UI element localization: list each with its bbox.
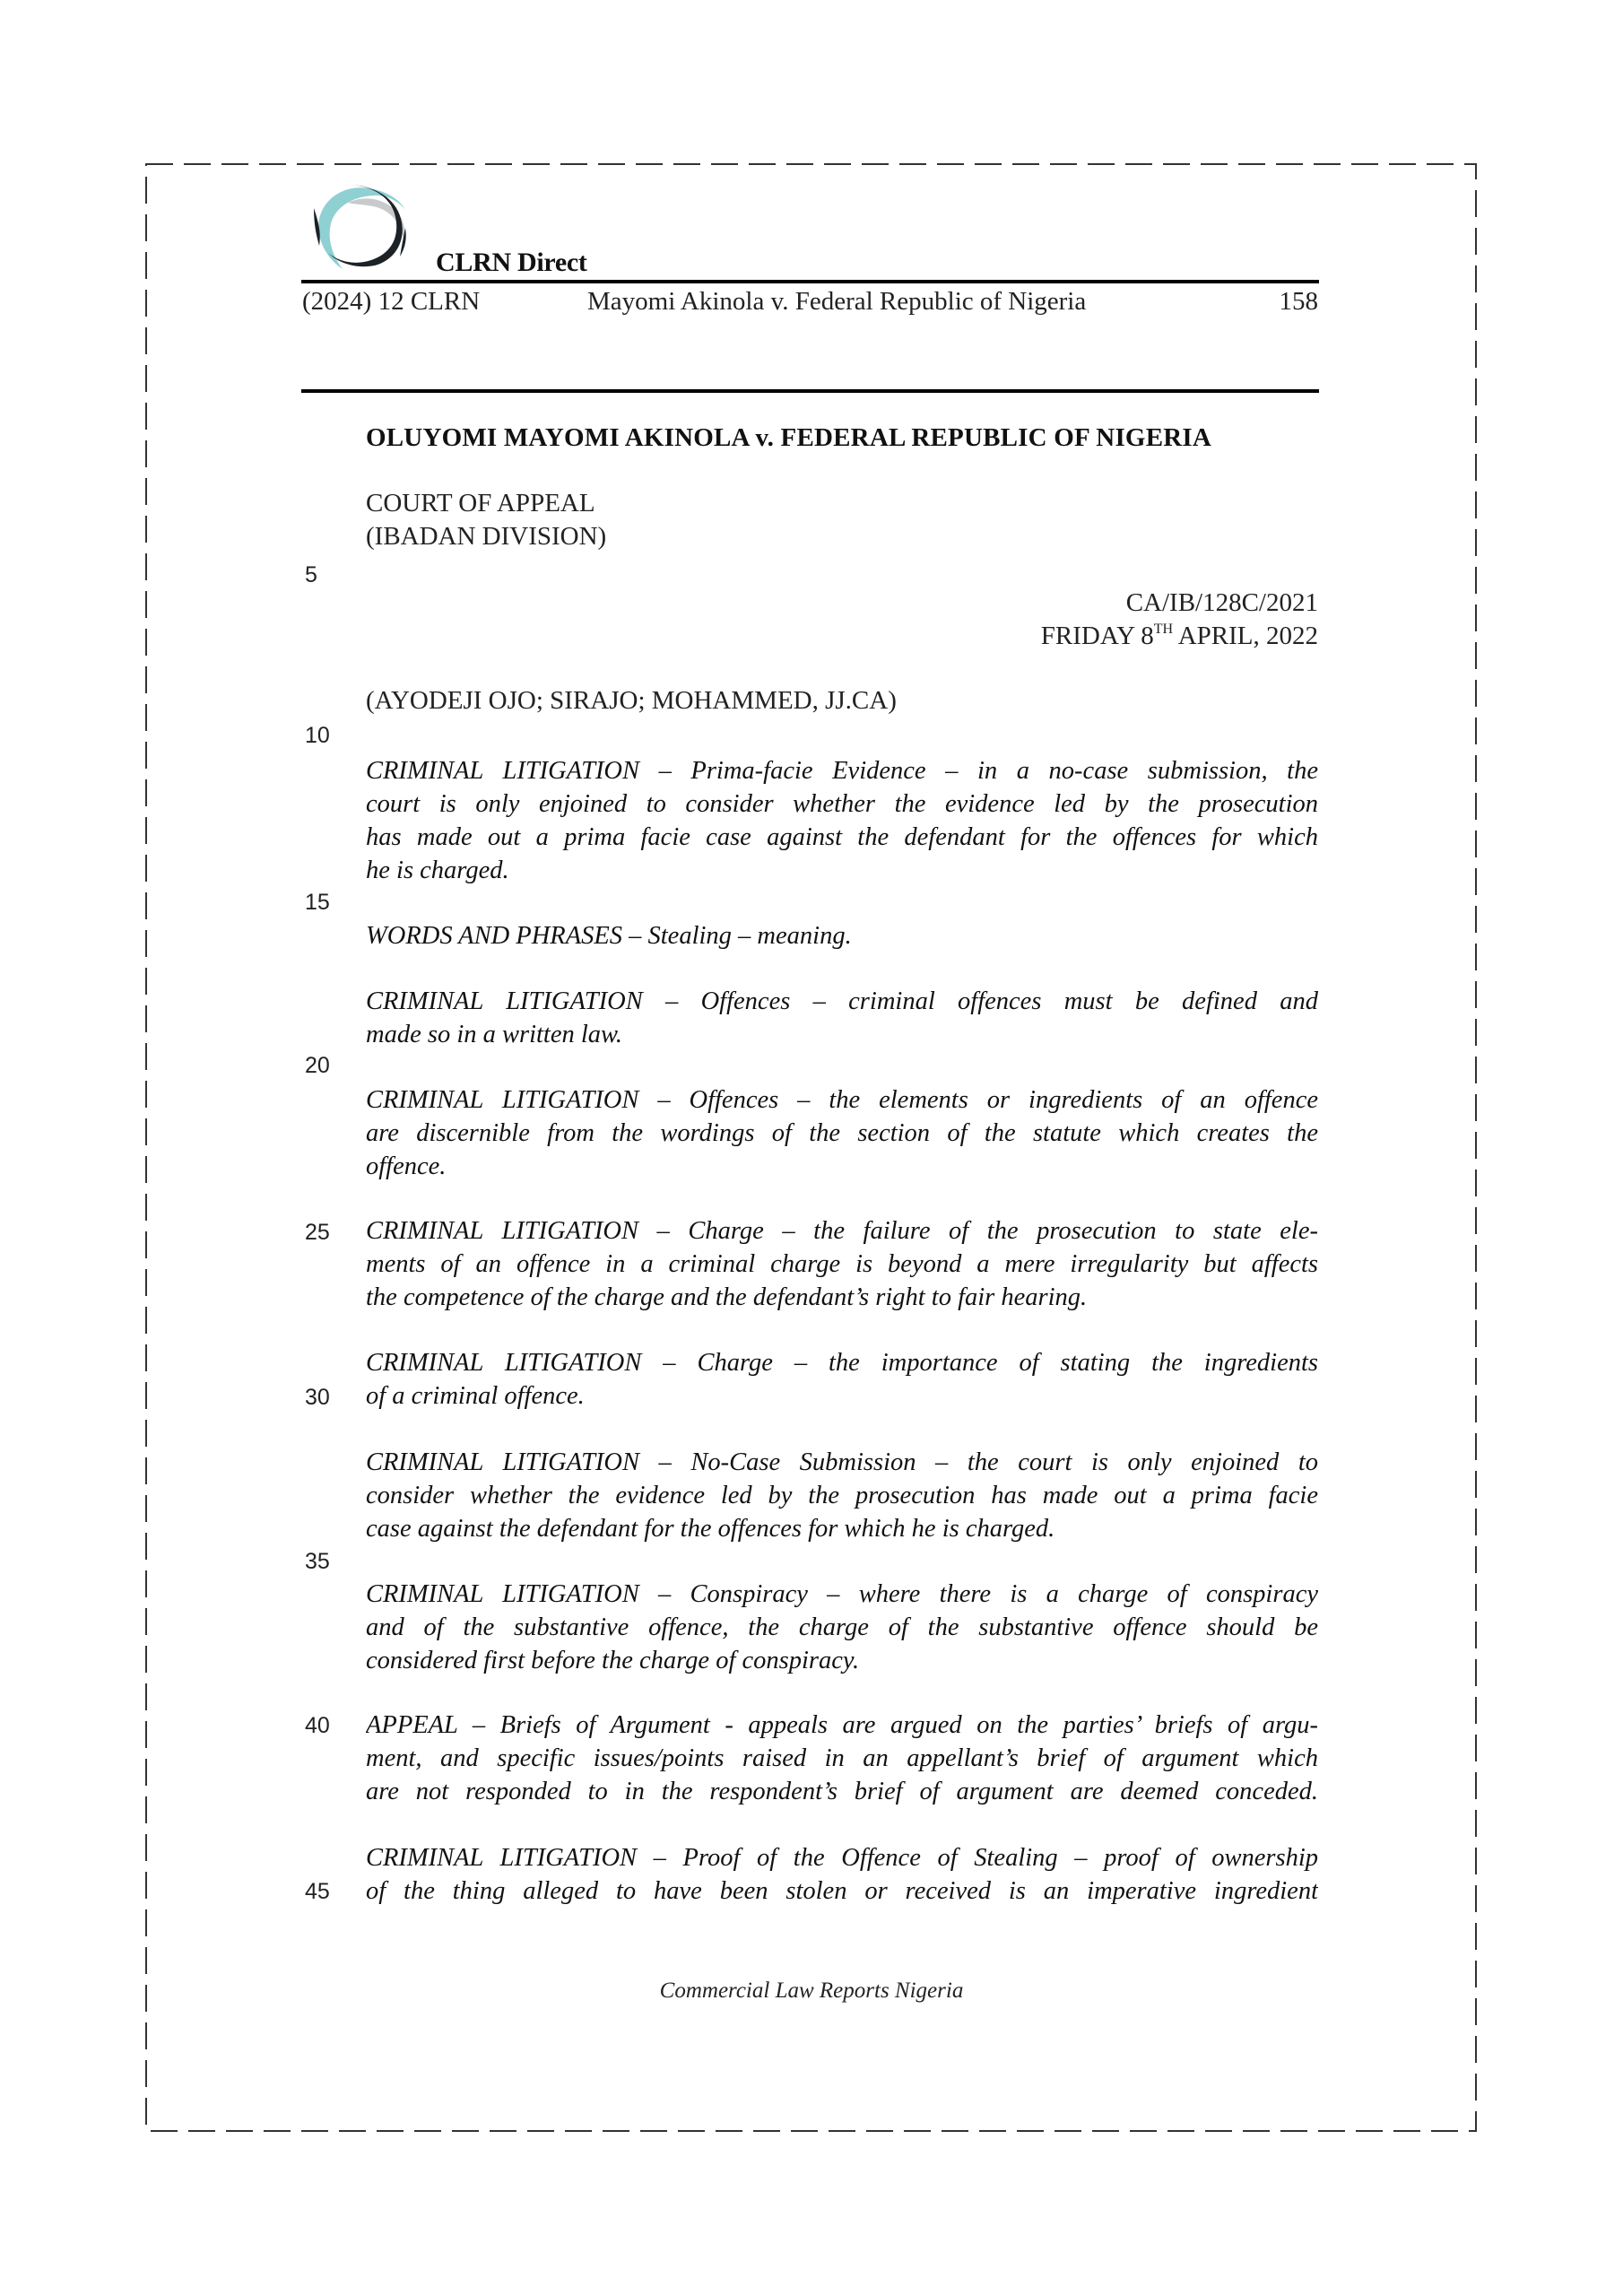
headnote-line: ments of an offence in a criminal charge is beyond a mere irregularity but affects: [366, 1252, 1318, 1278]
case-number: CA/IB/128C/2021: [1125, 588, 1318, 617]
date-suffix: APRIL, 2022: [1173, 622, 1318, 650]
headnote-line: of the thing alleged to have been stolen or received is an imperative ingredient: [366, 1879, 1318, 1905]
headnote-line: ment, and specific issues/points raised in an appellant’s brief of argument which: [366, 1746, 1318, 1772]
headnote-line: CRIMINAL LITIGATION – Conspiracy – where there is a charge of conspiracy: [366, 1582, 1318, 1608]
line-number: 20: [305, 1053, 330, 1078]
line-number: 40: [305, 1713, 330, 1738]
header-rule: [301, 280, 1319, 283]
headnote-line: case against the defendant for the offences for which he is charged.: [366, 1515, 1055, 1543]
headnote-line: of a criminal offence.: [366, 1382, 585, 1410]
citation: (2024) 12 CLRN: [302, 287, 481, 316]
headnote-line: offence.: [366, 1152, 447, 1180]
headnote-line: CRIMINAL LITIGATION – Charge – the failure of the prosecution to state ele-: [366, 1219, 1318, 1245]
page-footer: Commercial Law Reports Nigeria: [659, 1979, 964, 2003]
headnote-line: court is only enjoined to consider whether the evidence led by the prosecution: [366, 792, 1318, 818]
headnote-line: CRIMINAL LITIGATION – Proof of the Offence of Stealing – proof of ownership: [366, 1846, 1318, 1872]
headnote-line: CRIMINAL LITIGATION – Offences – the elements or ingredients of an offence: [366, 1088, 1318, 1114]
headnote-line: are discernible from the wordings of the section of the statute which creates the: [366, 1121, 1318, 1147]
line-number: 15: [305, 890, 330, 915]
headnote-line: are not responded to in the respondent’s brief of argument are deemed conceded.: [366, 1779, 1318, 1805]
headnote-line: considered first before the charge of conspiracy.: [366, 1647, 860, 1674]
headnote-line: the competence of the charge and the defendant’s right to fair hearing.: [366, 1283, 1088, 1311]
header-divider: [301, 389, 1319, 393]
line-number: 45: [305, 1879, 330, 1904]
headnote-line: made so in a written law.: [366, 1021, 623, 1048]
line-number: 5: [305, 562, 317, 587]
headnote-line: has made out a prima facie case against the defendant for the offences for which: [366, 825, 1318, 851]
headnote-line: CRIMINAL LITIGATION – Prima-facie Evidence – in a no-case submission, the: [366, 759, 1318, 785]
line-number: 25: [305, 1220, 330, 1245]
coram-judges: (AYODEJI OJO; SIRAJO; MOHAMMED, JJ.CA): [366, 686, 897, 715]
headnote-line: and of the substantive offence, the charge of the substantive offence should be: [366, 1615, 1318, 1641]
case-title: OLUYOMI MAYOMI AKINOLA v. FEDERAL REPUBLIC OF NIGERIA: [366, 423, 1212, 452]
running-title: Mayomi Akinola v. Federal Republic of Nigeria: [587, 287, 1087, 316]
date-prefix: FRIDAY 8: [1040, 622, 1154, 650]
headnote-line: CRIMINAL LITIGATION – Charge – the importance of stating the ingredients: [366, 1351, 1318, 1377]
headnote-line: he is charged.: [366, 857, 509, 884]
judgment-date: [1041, 623, 1318, 649]
page-number: 158: [1279, 287, 1318, 316]
court-name: COURT OF APPEAL: [366, 489, 595, 517]
headnote-line: WORDS AND PHRASES – Stealing – meaning.: [366, 922, 852, 950]
line-number: 30: [305, 1385, 330, 1410]
brand-name: CLRN Direct: [436, 248, 587, 277]
headnote-line: CRIMINAL LITIGATION – Offences – criminal offences must be defined and: [366, 989, 1318, 1015]
court-division: (IBADAN DIVISION): [366, 522, 607, 551]
clrn-logo-icon: [312, 183, 411, 274]
headnote-line: APPEAL – Briefs of Argument - appeals are argued on the parties’ briefs of argu-: [366, 1713, 1318, 1739]
line-number: 35: [305, 1549, 330, 1574]
line-number: 10: [305, 723, 330, 748]
headnote-line: consider whether the evidence led by the prosecution has made out a prima facie: [366, 1483, 1318, 1509]
date-superscript: TH: [1153, 622, 1174, 637]
headnote-line: CRIMINAL LITIGATION – No-Case Submission – the court is only enjoined to: [366, 1450, 1318, 1476]
